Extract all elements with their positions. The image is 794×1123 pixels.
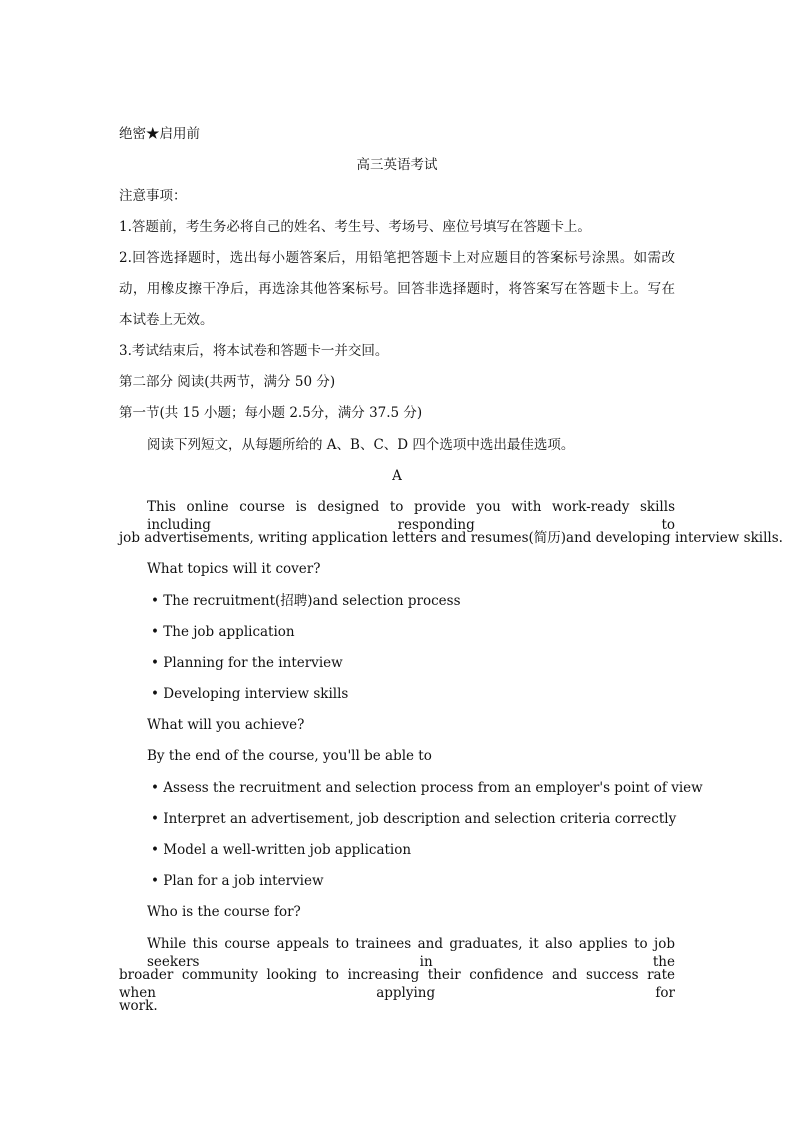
achievement-item-2: • Interpret an advertisement, job description and selection criteria correctly — [151, 811, 677, 827]
intro-line-1: This online course is designed to provide you with work-ready skills including responding to — [147, 499, 675, 533]
question-achieve: What will you achieve? — [147, 717, 305, 733]
question-who: Who is the course for? — [147, 904, 301, 920]
achievement-item-1: • Assess the recruitment and selection process from an employer's point of view — [151, 780, 703, 796]
topic-item-2: • The job application — [151, 624, 295, 640]
achieve-intro: By the end of the course, you'll be able to — [147, 748, 432, 764]
reading-instruction: 阅读下列短文，从每题所给的 A、B、C、D 四个选项中选出最佳选项。 — [147, 437, 575, 453]
who-line-2: broader community looking to increasing their confidence and success rate when applying for — [119, 967, 675, 1001]
note-item-2-line-2: 动，用橡皮擦干净后，再选涂其他答案标号。回答非选择题时，将答案写在答题卡上。写在 — [119, 281, 675, 297]
note-item-2-line-1: 2.回答选择题时，选出每小题答案后，用铅笔把答题卡上对应题目的答案标号涂黑。如需改 — [119, 250, 675, 266]
achievement-item-3: • Model a well-written job application — [151, 842, 412, 858]
note-item-2-line-3: 本试卷上无效。 — [119, 312, 214, 328]
intro-line-2: job advertisements, writing application letters and resumes(简历)and developing interview skills. — [119, 530, 783, 546]
note-item-1: 1.答题前，考生务必将自己的姓名、考生号、考场号、座位号填写在答题卡上。 — [119, 219, 591, 235]
part-two-heading: 第二部分 阅读(共两节，满分 50 分) — [119, 374, 336, 390]
section-one-heading: 第一节(共 15 小题；每小题 2.5分，满分 37.5 分) — [119, 405, 423, 421]
who-line-1: While this course appeals to trainees and graduates, it also applies to job seekers in the — [147, 936, 675, 970]
notes-heading: 注意事项： — [119, 188, 187, 204]
exam-title: 高三英语考试 — [356, 157, 438, 173]
passage-label: A — [392, 468, 402, 484]
who-line-3: work. — [119, 998, 158, 1014]
confidential-label: 绝密★启用前 — [119, 126, 200, 142]
achievement-item-4: • Plan for a job interview — [151, 873, 324, 889]
note-item-3: 3.考试结束后，将本试卷和答题卡一并交回。 — [119, 343, 389, 359]
question-topics: What topics will it cover? — [147, 561, 321, 577]
topic-item-3: • Planning for the interview — [151, 655, 343, 671]
topic-item-4: • Developing interview skills — [151, 686, 349, 702]
topic-item-1: • The recruitment(招聘)and selection process — [151, 593, 461, 609]
